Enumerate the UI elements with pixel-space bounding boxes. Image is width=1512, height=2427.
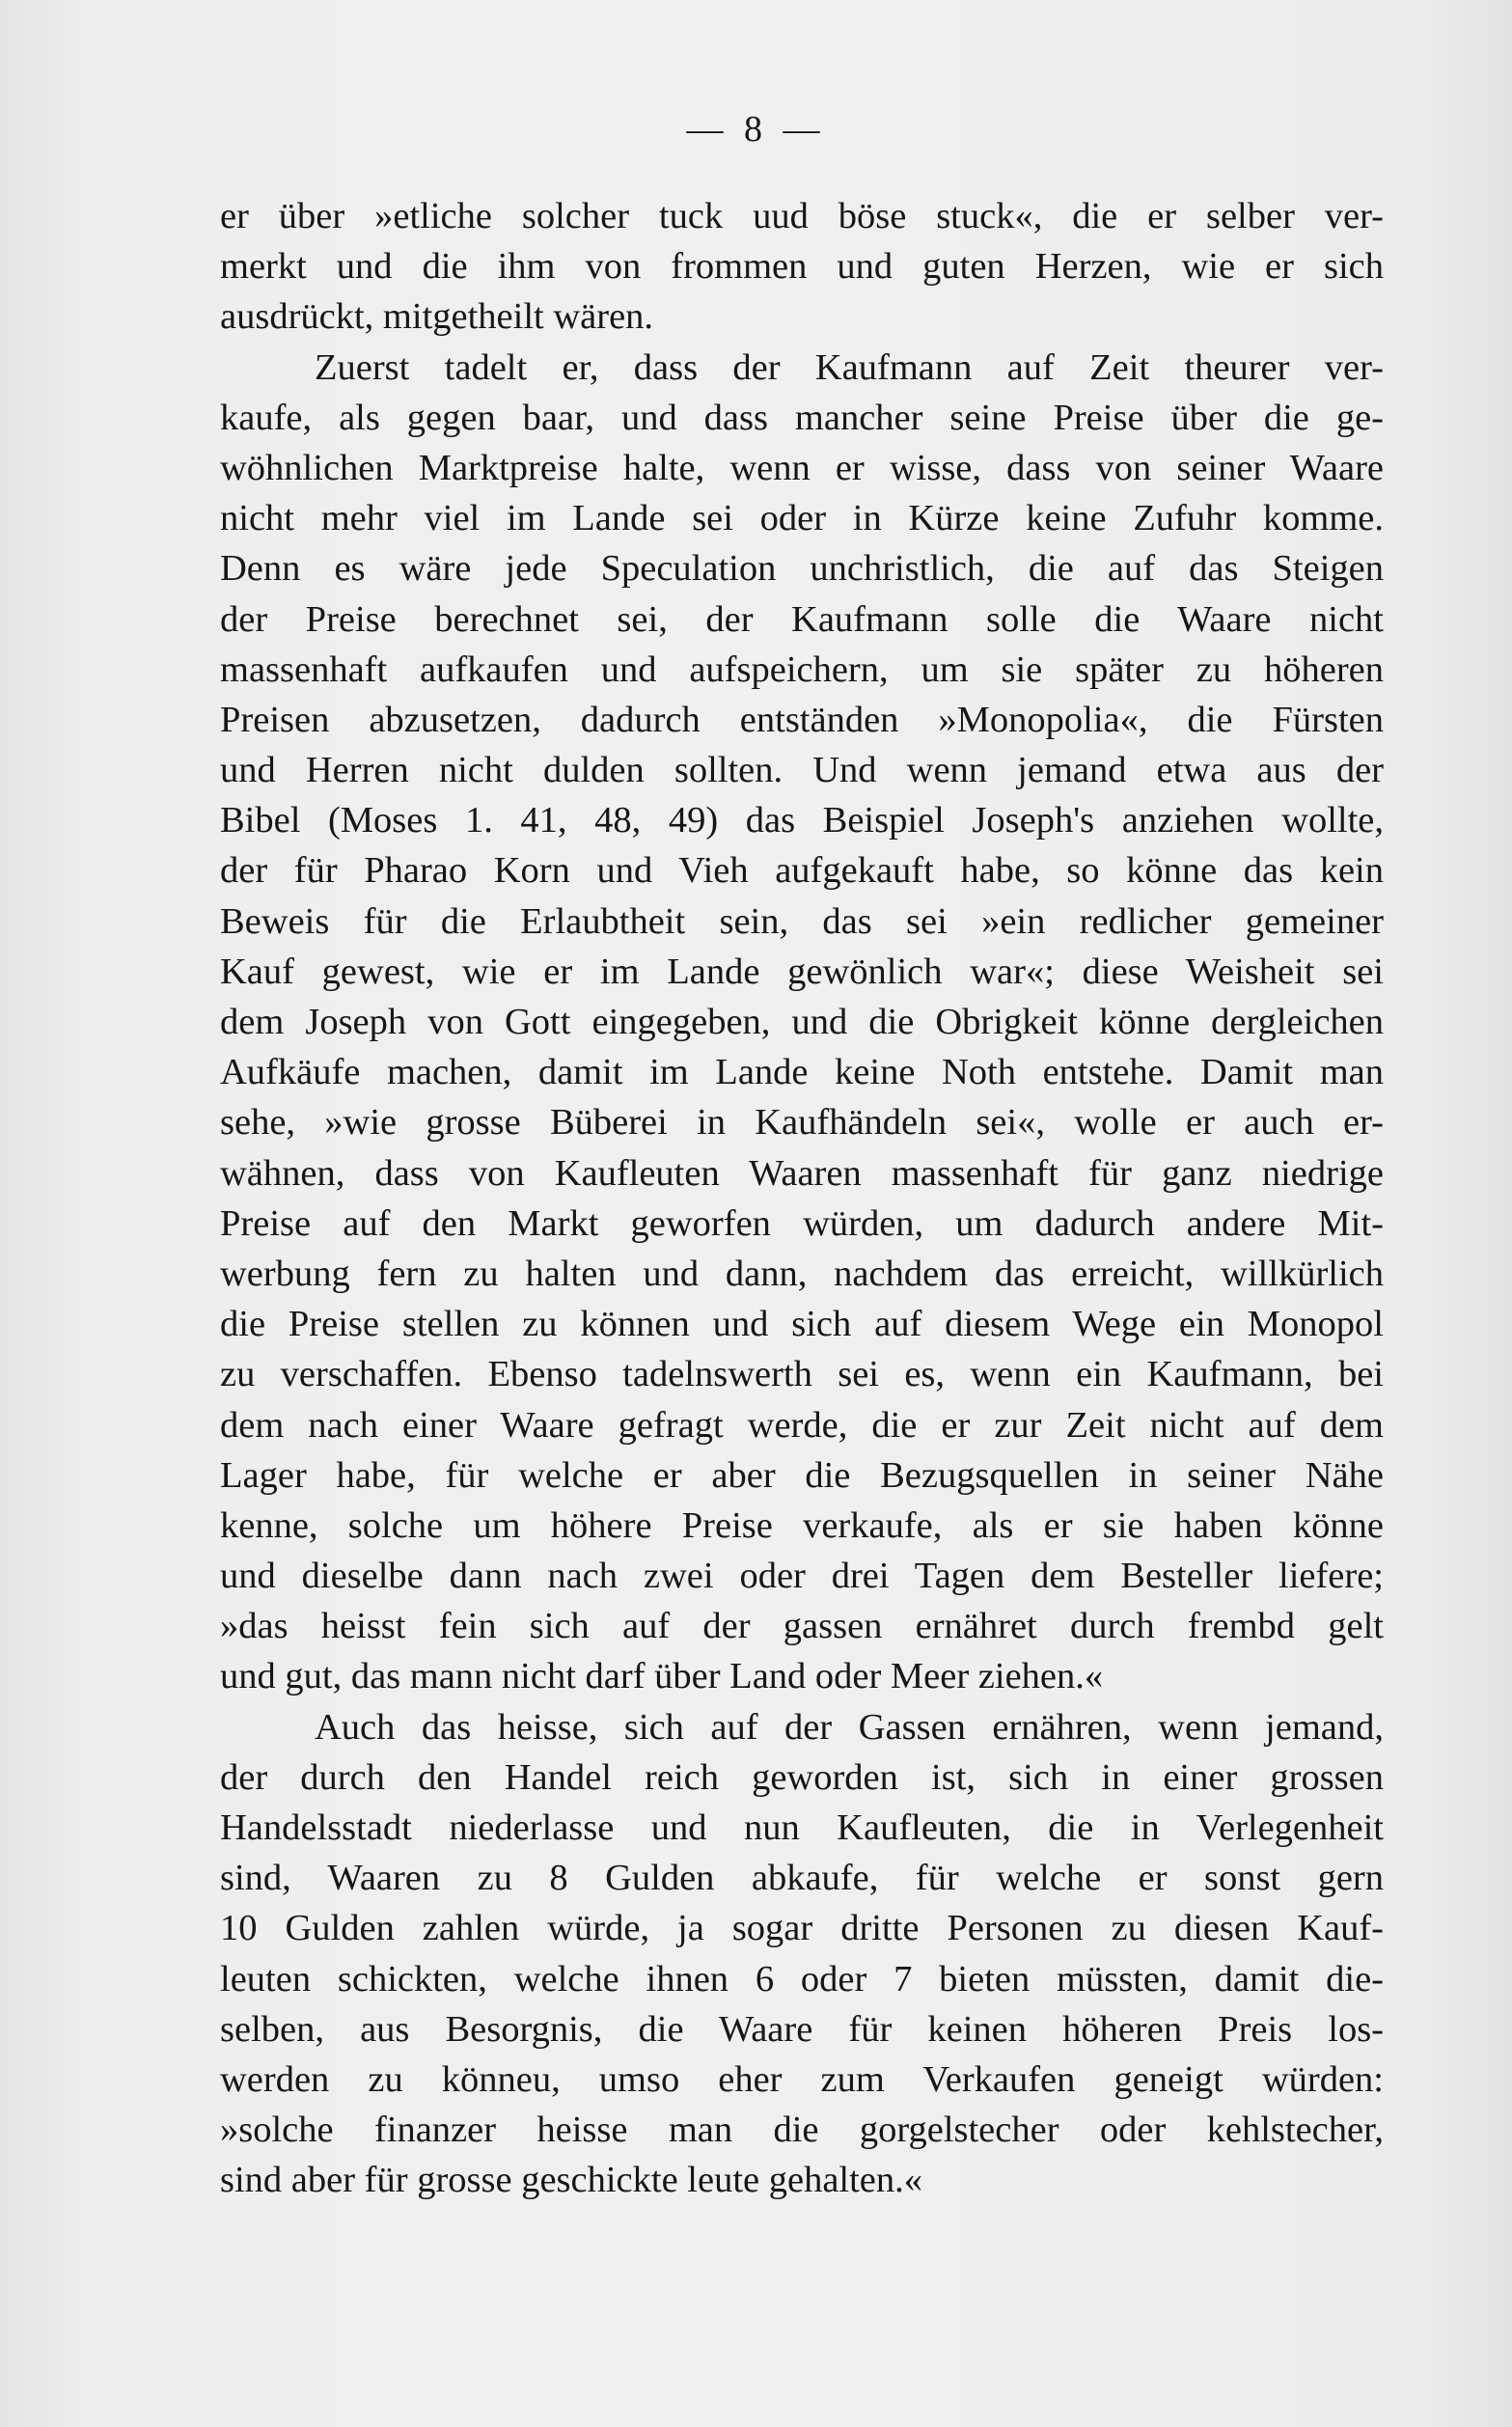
text-line: Preise auf den Markt geworfen würden, um dadurch andere Mit-: [220, 1202, 1384, 1244]
text-line: selben, aus Besorgnis, die Waare für keinen höheren Preis los-: [220, 2008, 1384, 2050]
text-line: der für Pharao Korn und Vieh aufgekauft habe, so könne das kein: [220, 850, 1384, 892]
text-line: sehe, »wie grosse Büberei in Kaufhändeln sei«, wolle er auch er-: [220, 1102, 1384, 1144]
text-line: Handelsstadt niederlasse und nun Kaufleuten, die in Verlegenheit: [220, 1807, 1384, 1848]
text-line: und gut, das mann nicht darf über Land oder Meer ziehen.«: [220, 1656, 1104, 1697]
text-line: werbung fern zu halten und dann, nachdem das erreicht, willkürlich: [220, 1253, 1384, 1294]
text-line: sind aber für grosse geschickte leute gehalten.«: [220, 2160, 923, 2201]
text-line: dem Joseph von Gott eingegeben, und die Obrigkeit könne dergleichen: [220, 1002, 1384, 1042]
text-line: ausdrückt, mitgetheilt wären.: [220, 296, 654, 338]
text-line: »das heisst fein sich auf der gassen ernähret durch frembd gelt: [220, 1606, 1384, 1647]
text-line: Kauf gewest, wie er im Lande gewönlich war«; diese Weisheit sei: [220, 951, 1384, 992]
text-line: wöhnlichen Marktpreise halte, wenn er wisse, dass von seiner Waare: [220, 447, 1384, 488]
text-line: Lager habe, für welche er aber die Bezugsquellen in seiner Nähe: [220, 1454, 1384, 1496]
page-number: — 8 —: [686, 109, 826, 150]
text-line: »solche finanzer heisse man die gorgelstecher oder kehlstecher,: [220, 2110, 1384, 2151]
text-line: kaufe, als gegen baar, und dass mancher seine Preise über die ge-: [220, 397, 1384, 438]
text-line: Denn es wäre jede Speculation unchristlich, die auf das Steigen: [220, 548, 1384, 590]
text-line: nicht mehr viel im Lande sei oder in Kürze keine Zufuhr komme.: [220, 498, 1384, 539]
text-line: der durch den Handel reich geworden ist, sich in einer grossen: [220, 1756, 1384, 1798]
text-line: dem nach einer Waare gefragt werde, die er zur Zeit nicht auf dem: [220, 1404, 1384, 1446]
text-line: und dieselbe dann nach zwei oder drei Tagen dem Besteller liefere;: [220, 1556, 1384, 1597]
text-line: er über »etliche solcher tuck uud böse stuck«, die er selber ver-: [220, 196, 1384, 236]
text-line: Aufkäufe machen, damit im Lande keine Noth entstehe. Damit man: [220, 1052, 1384, 1093]
text-line: merkt und die ihm von frommen und guten Herzen, wie er sich: [220, 246, 1384, 288]
text-line: der Preise berechnet sei, der Kaufmann solle die Waare nicht: [220, 598, 1384, 640]
text-line: Preisen abzusetzen, dadurch entständen »Monopolia«, die Fürsten: [220, 699, 1384, 740]
text-line: Auch das heisse, sich auf der Gassen ernähren, wenn jemand,: [315, 1706, 1384, 1748]
text-line: sind, Waaren zu 8 Gulden abkaufe, für welche er sonst gern: [220, 1858, 1384, 1899]
body-text: [220, 191, 1384, 2206]
text-line: massenhaft aufkaufen und aufspeichern, um sie später zu höheren: [220, 648, 1384, 690]
text-line: Bibel (Moses 1. 41, 48, 49) das Beispiel Joseph's anziehen wollte,: [220, 800, 1384, 841]
text-line: leuten schickten, welche ihnen 6 oder 7 bieten müssten, damit die-: [220, 1958, 1384, 2000]
text-line: die Preise stellen zu können und sich auf diesem Wege ein Monopol: [220, 1304, 1384, 1345]
text-line: werden zu könneu, umso eher zum Verkaufen geneigt würden:: [220, 2058, 1384, 2100]
text-line: Zuerst tadelt er, dass der Kaufmann auf Zeit theurer ver-: [315, 346, 1384, 388]
text-line: kenne, solche um höhere Preise verkaufe, als er sie haben könne: [220, 1504, 1384, 1546]
text-line: wähnen, dass von Kaufleuten Waaren massenhaft für ganz niedrige: [220, 1152, 1384, 1194]
text-line: 10 Gulden zahlen würde, ja sogar dritte Personen zu diesen Kauf-: [220, 1908, 1384, 1949]
text-line: zu verschaffen. Ebenso tadelnswerth sei es, wenn ein Kaufmann, bei: [220, 1354, 1384, 1395]
text-line: Beweis für die Erlaubtheit sein, das sei »ein redlicher gemeiner: [220, 900, 1384, 942]
text-line: und Herren nicht dulden sollten. Und wenn jemand etwa aus der: [220, 750, 1384, 791]
